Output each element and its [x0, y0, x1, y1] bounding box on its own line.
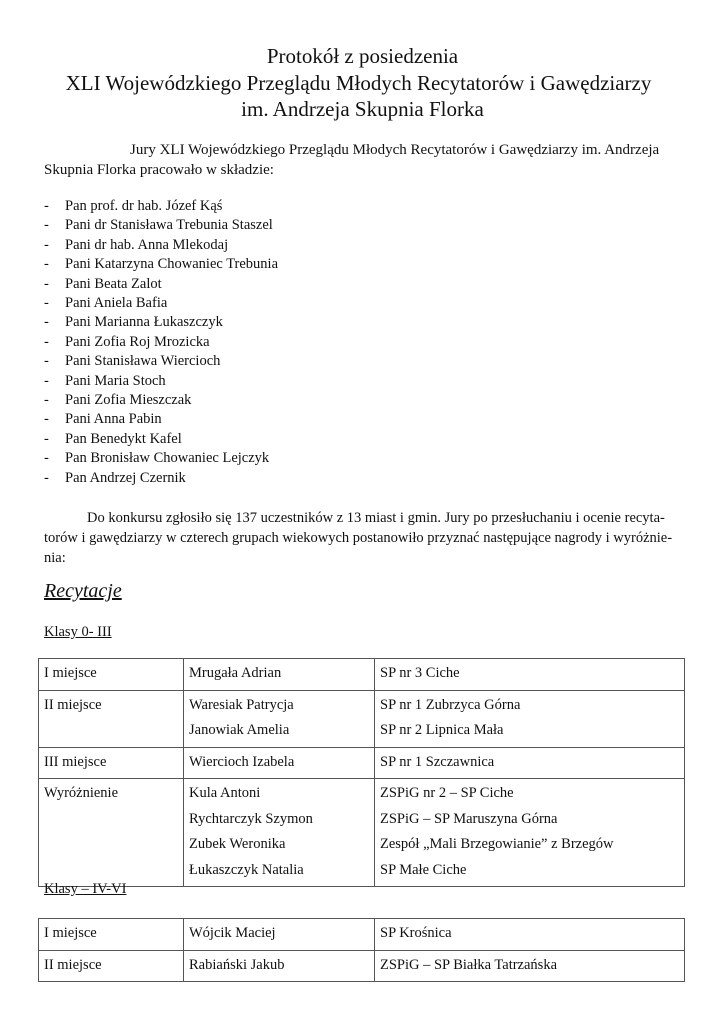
list-dash: - [44, 275, 49, 292]
jury-member [44, 236, 278, 255]
school-name: ZSPiG – SP Maruszyna Górna [380, 810, 558, 827]
list-dash: - [44, 469, 49, 486]
list-dash: - [44, 217, 49, 234]
table-row [39, 779, 685, 887]
table-row [39, 747, 685, 779]
table-row [39, 950, 685, 982]
place-label: I miejsce [44, 925, 97, 941]
jury-member [44, 449, 278, 468]
jury-member [44, 313, 278, 332]
school-name: SP nr 1 Szczawnica [380, 753, 495, 770]
schools-cell [375, 950, 685, 982]
participant-name: Rychtarczyk Szymon [189, 810, 313, 827]
list-dash: - [44, 372, 49, 389]
place-cell [39, 919, 184, 951]
school-name: SP Krośnica [380, 925, 452, 941]
place-cell [39, 779, 184, 887]
participant-name: Zubek Weronika [189, 836, 286, 852]
list-dash: - [44, 430, 49, 447]
participant-name: Wiercioch Izabela [189, 753, 295, 770]
list-dash: - [44, 198, 49, 214]
place-label: II miejsce [44, 956, 102, 973]
place-cell [39, 950, 184, 982]
document-title-line-1: Protokół z posiedzenia [266, 44, 459, 68]
contest-paragraph-line-1: Do konkursu zgłosiło się 137 uczestników z 13 miast i gmin. Jury po przesłuchaniu i ocenie recyta- [87, 510, 665, 526]
schools-cell [375, 779, 685, 887]
section-title-recitation: Recytacje [44, 580, 122, 602]
list-dash: - [44, 450, 49, 467]
place-label: Wyróżnienie [44, 785, 119, 801]
names-cell [184, 950, 375, 982]
participant-name: Wójcik Maciej [189, 925, 276, 941]
jury-member-name: Pan prof. dr hab. Józef Kąś [65, 198, 223, 214]
jury-member [44, 430, 278, 449]
awards-table [38, 658, 685, 887]
jury-member-name: Pani Zofia Mieszczak [65, 392, 192, 409]
jury-member-name: Pani Maria Stoch [65, 372, 166, 389]
schools-cell [375, 747, 685, 779]
jury-member [44, 294, 278, 313]
participant-name: Kula Antoni [189, 785, 261, 801]
participant-name: Rabiański Jakub [189, 956, 285, 973]
place-cell [39, 659, 184, 691]
jury-member [44, 333, 278, 352]
place-label: III miejsce [44, 753, 107, 770]
school-name: SP nr 2 Lipnica Mała [380, 722, 504, 738]
jury-member-name: Pani Beata Zalot [65, 275, 162, 292]
names-cell [184, 779, 375, 887]
schools-cell [375, 659, 685, 691]
jury-member-name: Pani dr Stanisława Trebunia Staszel [65, 217, 273, 234]
table-row [39, 690, 685, 747]
schools-cell [375, 919, 685, 951]
jury-member-name: Pan Andrzej Czernik [65, 469, 186, 486]
participant-name: Janowiak Amelia [189, 722, 290, 738]
jury-member-name: Pani Aniela Bafia [65, 295, 168, 312]
place-label: II miejsce [44, 696, 102, 713]
intro-line-2: Skupnia Florka pracowało w składzie: [44, 162, 274, 178]
names-cell [184, 690, 375, 747]
list-dash: - [44, 411, 49, 428]
awards-table [38, 918, 685, 982]
jury-member [44, 275, 278, 294]
list-dash: - [44, 295, 49, 312]
list-dash: - [44, 353, 49, 370]
place-cell [39, 747, 184, 779]
jury-member [44, 372, 278, 391]
list-dash: - [44, 236, 49, 253]
jury-member-name: Pan Benedykt Kafel [65, 430, 182, 447]
school-name: ZSPiG – SP Białka Tatrzańska [380, 956, 558, 973]
list-dash: - [44, 333, 49, 350]
participant-name: Waresiak Patrycja [189, 696, 294, 713]
names-cell [184, 747, 375, 779]
names-cell [184, 659, 375, 691]
table-row [39, 659, 685, 691]
participant-name: Łukaszczyk Natalia [189, 861, 304, 878]
participant-name: Mrugała Adrian [189, 665, 282, 681]
jury-list [44, 197, 278, 488]
jury-member [44, 391, 278, 410]
school-name: SP Małe Ciche [380, 861, 467, 878]
contest-paragraph-line-2: torów i gawędziarzy w czterech grupach wiekowych postanowiło przyznać następujące nagrody i wyróżnie- [44, 530, 673, 546]
contest-paragraph-line-3: nia: [44, 550, 66, 566]
school-name: ZSPiG nr 2 – SP Ciche [380, 785, 514, 801]
school-name: SP nr 1 Zubrzyca Górna [380, 696, 521, 713]
names-cell [184, 919, 375, 951]
jury-member [44, 410, 278, 429]
document-title-line-3: im. Andrzeja Skupnia Florka [241, 97, 484, 121]
place-cell [39, 690, 184, 747]
list-dash: - [44, 256, 49, 273]
group-heading: Klasy 0- III [44, 624, 112, 640]
list-dash: - [44, 314, 49, 331]
school-name: Zespół „Mali Brzegowianie” z Brzegów [380, 836, 614, 852]
school-name: SP nr 3 Ciche [380, 665, 460, 681]
jury-member-name: Pan Bronisław Chowaniec Lejczyk [65, 450, 270, 467]
jury-member [44, 197, 278, 216]
jury-member-name: Pani Zofia Roj Mrozicka [65, 333, 210, 350]
jury-member-name: Pani Anna Pabin [65, 411, 162, 428]
list-dash: - [44, 392, 49, 409]
intro-line-1: Jury XLI Wojewódzkiego Przeglądu Młodych Recytatorów i Gawędziarzy im. Andrzeja [130, 142, 660, 158]
schools-cell [375, 690, 685, 747]
jury-member-name: Pani dr hab. Anna Mlekodaj [65, 236, 229, 253]
place-label: I miejsce [44, 665, 97, 681]
table-row [39, 919, 685, 951]
jury-member [44, 216, 278, 235]
jury-member [44, 469, 278, 488]
jury-member [44, 352, 278, 371]
jury-member-name: Pani Marianna Łukaszczyk [65, 314, 223, 331]
document-title-line-2: XLI Wojewódzkiego Przeglądu Młodych Recytatorów i Gawędziarzy [65, 71, 652, 95]
group-heading: Klasy – IV-VI [44, 881, 127, 897]
jury-member [44, 255, 278, 274]
jury-member-name: Pani Stanisława Wiercioch [65, 353, 221, 370]
jury-member-name: Pani Katarzyna Chowaniec Trebunia [65, 256, 279, 273]
